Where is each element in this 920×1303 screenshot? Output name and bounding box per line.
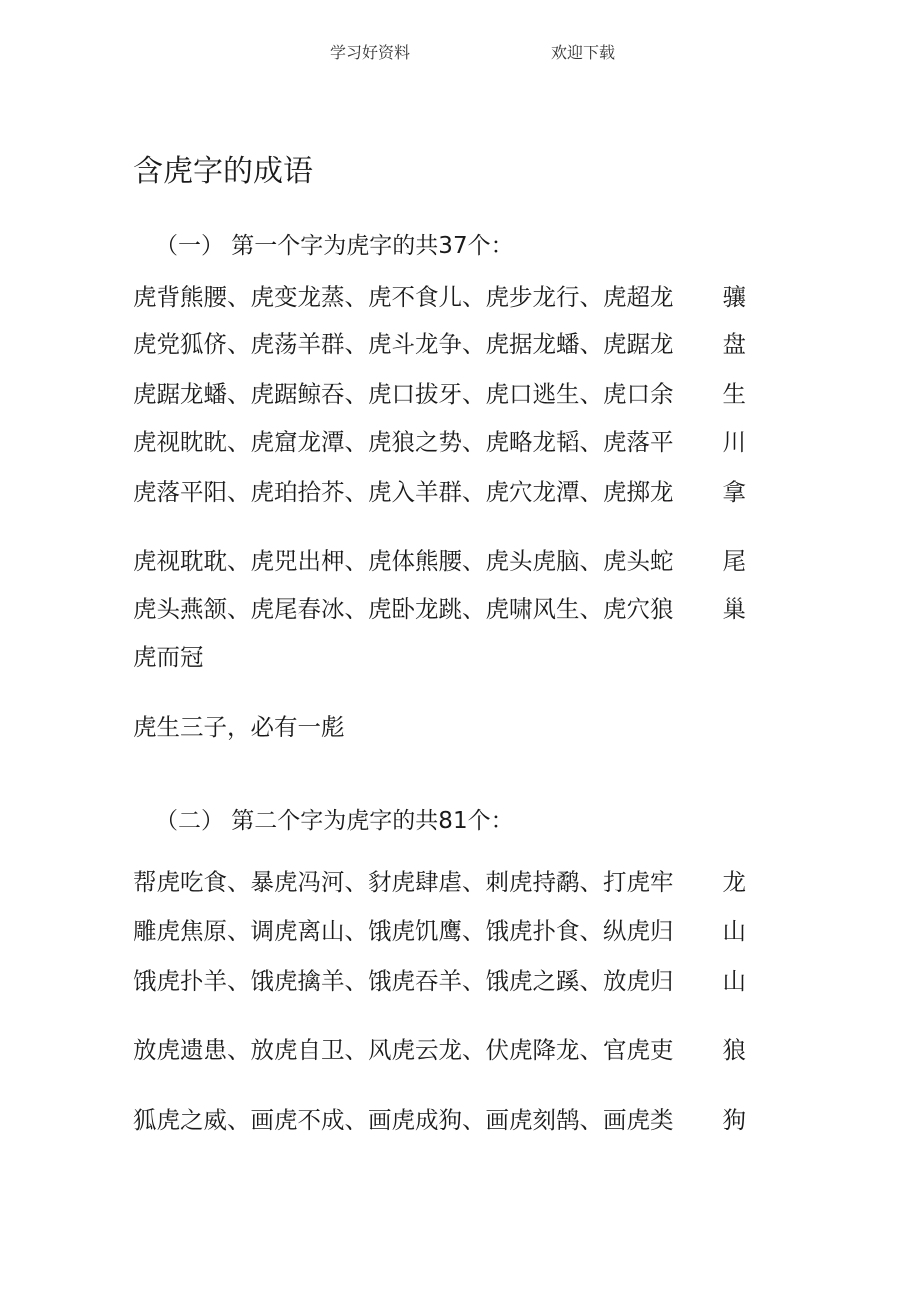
line-tail: 生 (722, 380, 746, 408)
line-text: 虎头燕颔、虎尾春冰、虎卧龙跳、虎啸风生、虎穴狼 (133, 595, 674, 623)
line-text: 雕虎焦原、调虎离山、饿虎饥鹰、饿虎扑食、纵虎归 (133, 917, 674, 945)
section-2-line (133, 915, 746, 947)
section-1-last-line: 虎而冠 (133, 643, 204, 671)
line-text: 帮虎吃食、暴虎冯河、豺虎肆虐、刺虎持鹬、打虎牢 (133, 868, 674, 896)
line-text: 虎视眈眈、虎窟龙潭、虎狼之势、虎略龙韬、虎落平 (133, 428, 674, 456)
section-1-line (133, 378, 746, 410)
line-text: 虎背熊腰、虎变龙蒸、虎不食儿、虎步龙行、虎超龙 (133, 283, 674, 311)
line-text: 虎落平阳、虎珀拾芥、虎入羊群、虎穴龙潭、虎掷龙 (133, 478, 674, 506)
line-tail: 狼 (722, 1036, 746, 1064)
line-tail: 龙 (722, 868, 746, 896)
line-tail: 尾 (722, 547, 746, 575)
section-1-line (133, 426, 746, 458)
section-1-extra-line: 虎生三子，必有一彪 (133, 713, 345, 741)
header-left-text: 学习好资料 (330, 43, 411, 62)
section-1-line (133, 476, 746, 508)
header-right-text: 欢迎下载 (551, 43, 616, 62)
line-tail: 山 (722, 917, 746, 945)
section-2-line (133, 1104, 746, 1136)
line-tail: 拿 (722, 478, 746, 506)
section-2-heading: （二） 第二个字为虎字的共81个： (155, 808, 514, 834)
section-2-line (133, 1034, 746, 1066)
line-tail: 巢 (722, 595, 746, 623)
line-tail: 盘 (722, 330, 746, 358)
section-2-line (133, 965, 746, 997)
line-tail: 狗 (722, 1106, 746, 1134)
line-text: 虎视耽耽、虎兕出柙、虎体熊腰、虎头虎脑、虎头蛇 (133, 547, 674, 575)
document-title: 含虎字的成语 (133, 154, 313, 189)
section-1-line (133, 281, 746, 313)
line-tail: 骧 (722, 283, 746, 311)
section-1-line (133, 328, 746, 360)
section-1-line (133, 545, 746, 577)
line-tail: 川 (722, 428, 746, 456)
line-text: 放虎遗患、放虎自卫、风虎云龙、伏虎降龙、官虎吏 (133, 1036, 674, 1064)
section-2-line (133, 866, 746, 898)
line-text: 虎踞龙蟠、虎踞鲸吞、虎口拔牙、虎口逃生、虎口余 (133, 380, 674, 408)
section-1-line (133, 593, 746, 625)
line-text: 虎党狐侪、虎荡羊群、虎斗龙争、虎据龙蟠、虎踞龙 (133, 330, 674, 358)
section-1-heading: （一） 第一个字为虎字的共37个： (155, 233, 514, 259)
line-text: 狐虎之威、画虎不成、画虎成狗、画虎刻鹄、画虎类 (133, 1106, 674, 1134)
line-tail: 山 (722, 967, 746, 995)
line-text: 饿虎扑羊、饿虎擒羊、饿虎吞羊、饿虎之蹊、放虎归 (133, 967, 674, 995)
